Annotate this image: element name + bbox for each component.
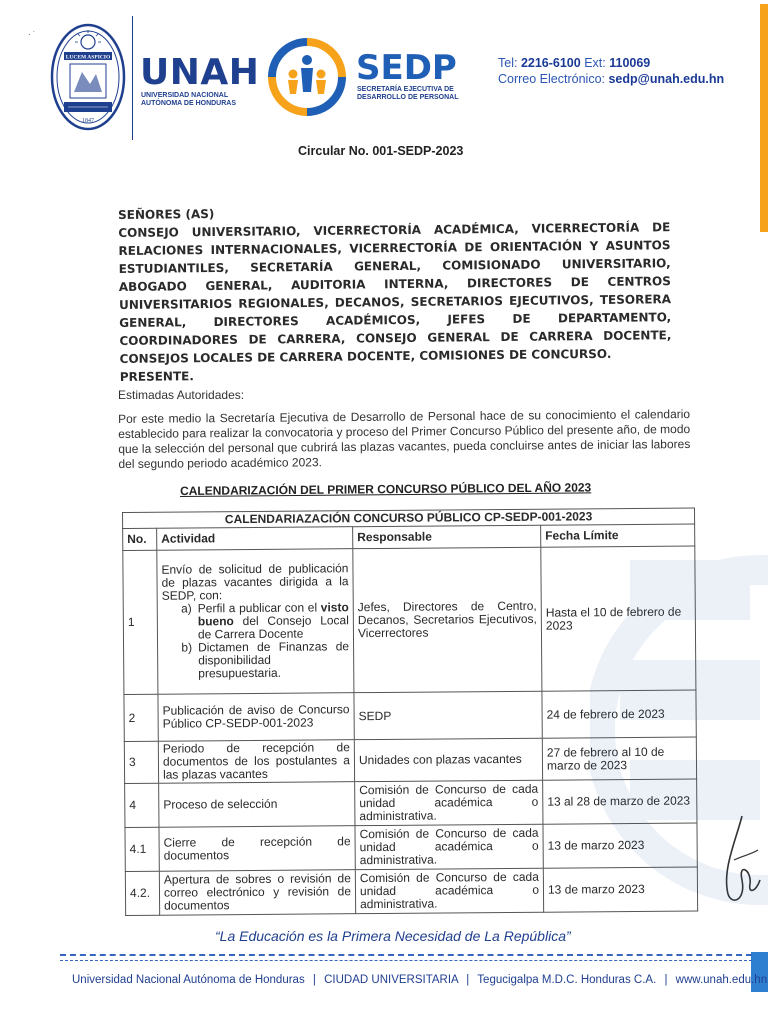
footer-campus: CIUDAD UNIVERSITARIA [324,974,459,986]
row-no: 2 [124,694,158,741]
row-activity: Publicación de aviso de Concurso Público CP-SEDP-001-2023 [158,693,354,742]
row-deadline: 13 de marzo 2023 [543,823,697,868]
ext-number: 110069 [609,56,651,70]
sedp-subtitle-line: DESARROLLO DE PERSONAL [357,94,459,101]
contact-info [498,55,724,87]
sub-a-bold: visto bueno [197,600,349,629]
email-link[interactable]: sedp@unah.edu.hn [608,72,725,86]
calendar-title: CALENDARIZACIÓN DEL PRIMER CONCURSO PÚBLICO DEL AÑO 2023 [180,480,592,498]
unah-seal-logo [50,22,126,132]
scan-mark: · ˙ [28,30,36,39]
unah-subtitle-line: UNIVERSIDAD NACIONAL [141,92,229,99]
sedp-logo [268,38,346,116]
unah-subtitle-line: AUTÓNOMA DE HONDURAS [141,100,237,107]
footer-location: Tegucigalpa M.D.C. Honduras C.A. [477,974,657,986]
orange-accent-bar [760,4,768,232]
row-activity: Cierre de recepción de documentos [159,826,355,872]
page-footer [72,974,767,986]
university-motto: “La Educación es la Primera Necesidad de La República” [215,928,571,944]
sub-item-letter: a) [181,601,192,616]
addressees-block [118,200,672,386]
sub-item-letter: b) [181,640,193,655]
addressee-list: CONSEJO UNIVERSITARIO, VICERRECTORÍA ACADÉMICA, VICERRECTORÍA DE RELACIONES INTERNACIONALES, VICERRECTORÍA DE ORIENTACIÓN Y ASUNTOS ESTUDIANTILES, SECRETARÍA GENERAL, COMISIONADO UNIVERSITARIO, ABOGADO GENERAL, AUDITORIA INTERNA, DIRECTORES DE CENTROS UNIVERSITARIOS REGIONALES, DECANOS, SECRETARIOS EJECUTIVOS, TESORERA GENERAL, DIRECTORES ACADÉMICOS, JEFES DE DEPARTAMENTO, COORDINADORES DE CARRERA, CONSEJO GENERAL DE CARRERA DOCENTE, CONSEJOS LOCALES DE CARRERA DOCENTE, COMISIONES DE CONCURSO. [118,220,672,366]
row-responsible: SEDP [354,691,542,739]
row-no: 4 [125,783,159,827]
sedp-subtitle [357,86,459,102]
blue-accent-bar [751,952,768,992]
row-no: 1 [123,550,158,694]
row-deadline: Hasta el 10 de febrero de 2023 [541,546,696,691]
header-responsible: Responsable [353,525,541,548]
unah-seal-motto: LUCEM ASPICIO [65,54,111,61]
sub-a-pre: Perfil a publicar con el [197,600,321,616]
body-paragraph: Por este medio la Secretaría Ejecutiva de Desarrollo de Personal hace de su conocimiento el calendario establecido para realizar la convocatoria y proceso del Primer Concurso Público del presente año, de modo que la selección del personal que cubrirá las plazas vacantes, pueda concluirse antes de iniciar las labores del segundo periodo académico 2023. [118,407,691,471]
row-deadline: 27 de febrero al 10 de marzo de 2023 [542,737,696,780]
circular-title: Circular No. 001-SEDP-2023 [298,144,464,158]
footer-university: Universidad Nacional Autónoma de Honduras [72,974,305,986]
footer-separator: | [466,974,470,986]
row-activity: Apertura de sobres o revisión de correo electrónico y revisión de documentos [159,870,355,916]
sub-item-text [198,601,349,641]
row-deadline: 24 de febrero de 2023 [542,690,696,738]
activity-intro: Envío de solicitud de publicación de plazas vacantes dirigida a la SEDP, con: [161,561,349,603]
tel-number: 2216-6100 [520,56,581,70]
addressee-presente: PRESENTE. [119,369,194,384]
header-activity: Actividad [157,527,353,551]
university-watermark [590,520,768,940]
row-responsible: Comisión de Concurso de cada unidad académica o administrativa. [355,868,543,913]
sedp-wordmark: SEDP [356,48,457,88]
unah-seal-year: 1847 [82,118,94,124]
ext-label: Ext: [584,56,606,70]
row-deadline: 13 de marzo 2023 [543,867,697,912]
header-deadline: Fecha Límite [541,524,695,547]
row-activity [157,549,354,695]
footer-website-link[interactable]: www.unah.edu.hn [675,974,768,986]
tel-label: Tel: [498,56,518,70]
header-no: No. [123,528,157,550]
greeting: Estimadas Autoridades: [118,388,245,402]
footer-separator: | [312,974,316,986]
row-responsible: Comisión de Concurso de cada unidad académica o administrativa. [355,824,543,869]
sub-item-text: Dictamen de Finanzas de disponibilidad presupuestaria. [198,639,350,681]
email-label: Correo Electrónico: [498,72,605,86]
addressee-salutation: SEÑORES (AS) [118,206,215,222]
row-activity: Proceso de selección [159,782,355,828]
footer-divider-secondary [60,960,752,961]
row-responsible: Comisión de Concurso de cada unidad académica o administrativa. [355,780,543,825]
row-deadline: 13 al 28 de marzo de 2023 [543,779,697,824]
unah-wordmark: UNAH [140,52,260,93]
sub-item-a [162,601,349,641]
footer-divider [60,954,752,956]
sedp-subtitle-line: SECRETARÍA EJECUTIVA DE [357,86,454,93]
row-responsible: Jefes, Directores de Centro, Decanos, Secretarios Ejecutivos, Vicerrectores [353,547,542,692]
sub-a-post: del Consejo Local de Carrera Docente [197,613,349,642]
row-activity: Periodo de recepción de documentos de los postulantes a las plazas vacantes [158,740,354,784]
header-divider [132,16,133,140]
row-no: 3 [124,741,158,783]
table-caption: CALENDARIAZACIÓN CONCURSO PÚBLICO CP-SEDP-001-2023 [123,508,695,528]
footer-separator: | [664,974,668,986]
row-responsible: Unidades con plazas vacantes [354,738,542,781]
row-no: 4.1 [125,827,159,871]
sub-item-b [162,640,349,680]
unah-subtitle [141,92,236,108]
row-no: 4.2. [125,871,159,915]
